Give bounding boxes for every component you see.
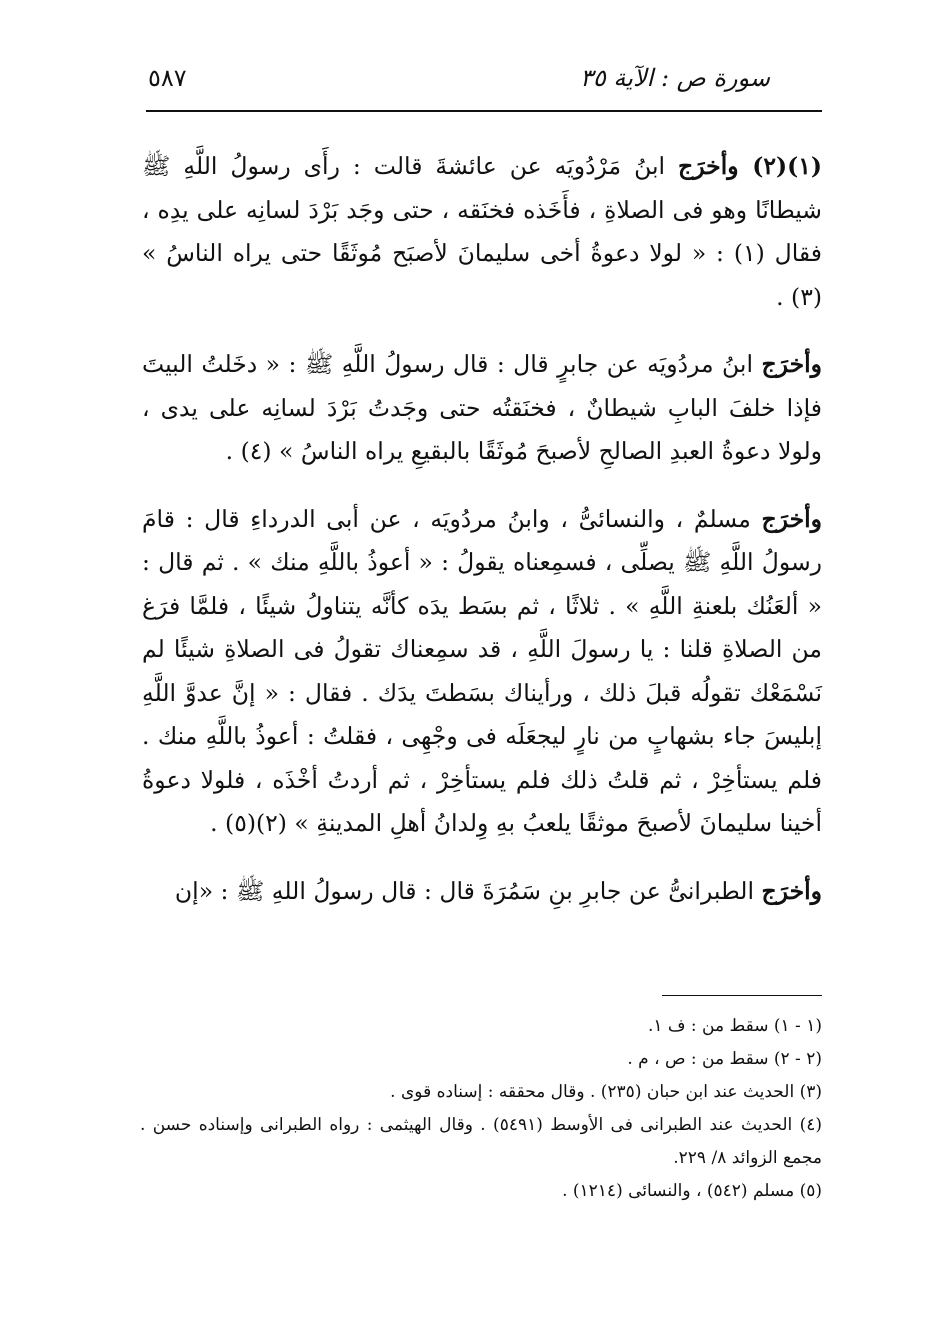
- page-number: ٥٨٧: [148, 64, 187, 92]
- paragraph: [142, 498, 822, 846]
- footnote-separator: [662, 995, 822, 996]
- paragraph-text: الطبرانىُّ عن جابرِ بنِ سَمُرَةَ قال : قال رسولُ اللهِ ﷺ : «إن: [174, 876, 762, 905]
- paragraph-lead: (١)(٢) وأخرَج: [678, 152, 823, 180]
- paragraph-text: ابنُ مَرْدُويَه عن عائشةَ قالت : رأَى رسولُ اللَّهِ ﷺ شيطانًا وهو فى الصلاةِ ، فأَخَذه فخنَقه ، حتى وجَد بَرْدَ لسانِه على يدِه ، فقال (١) : « لولا دعوةُ أخى سليمانَ لأصبَح مُوثَقًا حتى يراه الناسُ » (٣) .: [142, 152, 822, 311]
- paragraph: [142, 145, 822, 319]
- paragraph-text: ابنُ مردُويَه عن جابرٍ قال : قال رسولُ اللَّهِ ﷺ : « دخَلتُ البيتَ فإذا خلفَ البابِ شيطانٌ ، فخنَقتُه حتى وجَدتُ بَرْدَ لسانِه على يدى ، ولولا دعوةُ العبدِ الصالحِ لأصبحَ مُوثَقًا بالبقيعِ يراه الناسُ » (٤) .: [142, 350, 822, 465]
- footnote: (٢ - ٢) سقط من : ص ، م .: [627, 1049, 822, 1069]
- header-rule: [146, 110, 822, 112]
- footnote: (٥) مسلم (٥٤٢) ، والنسائى (١٢١٤) .: [562, 1181, 822, 1201]
- main-text: [142, 145, 822, 937]
- running-head: سورة ص : الآية ٣٥: [580, 64, 770, 92]
- footnote: (١ - ١) سقط من : ف ١.: [647, 1016, 822, 1036]
- footnotes: [140, 1010, 822, 1208]
- footnote: (٤) الحديث عند الطبرانى فى الأوسط (٥٤٩١) . وقال الهيثمى : رواه الطبرانى وإسناده حسن . مجمع الزوائد ٨/ ٢٢٩.: [140, 1115, 822, 1168]
- paragraph-lead: وأخرَج: [761, 876, 822, 905]
- paragraph: [142, 870, 822, 914]
- page-header: [140, 62, 820, 106]
- paragraph-text: مسلمٌ ، والنسائىُّ ، وابنُ مردُويَه ، عن أبى الدرداءِ قال : قامَ رسولُ اللَّهِ ﷺ يصلِّى ، فسمِعناه يقولُ : « أعوذُ باللَّهِ منك » . ثم قال : « ألعَنُك بلعنةِ اللَّهِ » . ثلاثًا ، ثم بسَط يدَه كأنَّه يتناولُ شيئًا ، فلمَّا فرَغ من الصلاةِ قلنا : يا رسولَ اللَّهِ ، قد سمِعناك تقولُ فى الصلاةِ شيئًا لم نَسْمَعْك تقولُه قبلَ ذلك ، ورأيناك بسَطتَ يدَك . فقال : « إنَّ عدوَّ اللَّهِ إبليسَ جاء بشهابٍ من نارٍ ليجعَلَه فى وجْهِى ، فقلتُ : أعوذُ باللَّهِ منك . فلم يستأخِرْ ، ثم قلتُ ذلك فلم يستأخِرْ ، ثم أردتُ أخْذَه ، فلولا دعوةُ أخينا سليمانَ لأصبحَ موثقًا يلعبُ بهِ وِلدانُ أهلِ المدينةِ » (٢)(٥) .: [142, 504, 822, 837]
- paragraph-lead: وأخرَج: [761, 350, 822, 378]
- paragraph-lead: وأخرَج: [761, 504, 822, 533]
- paragraph: [142, 343, 822, 474]
- footnote: (٣) الحديث عند ابن حبان (٢٣٥) . وقال محققه : إسناده قوى .: [390, 1082, 822, 1102]
